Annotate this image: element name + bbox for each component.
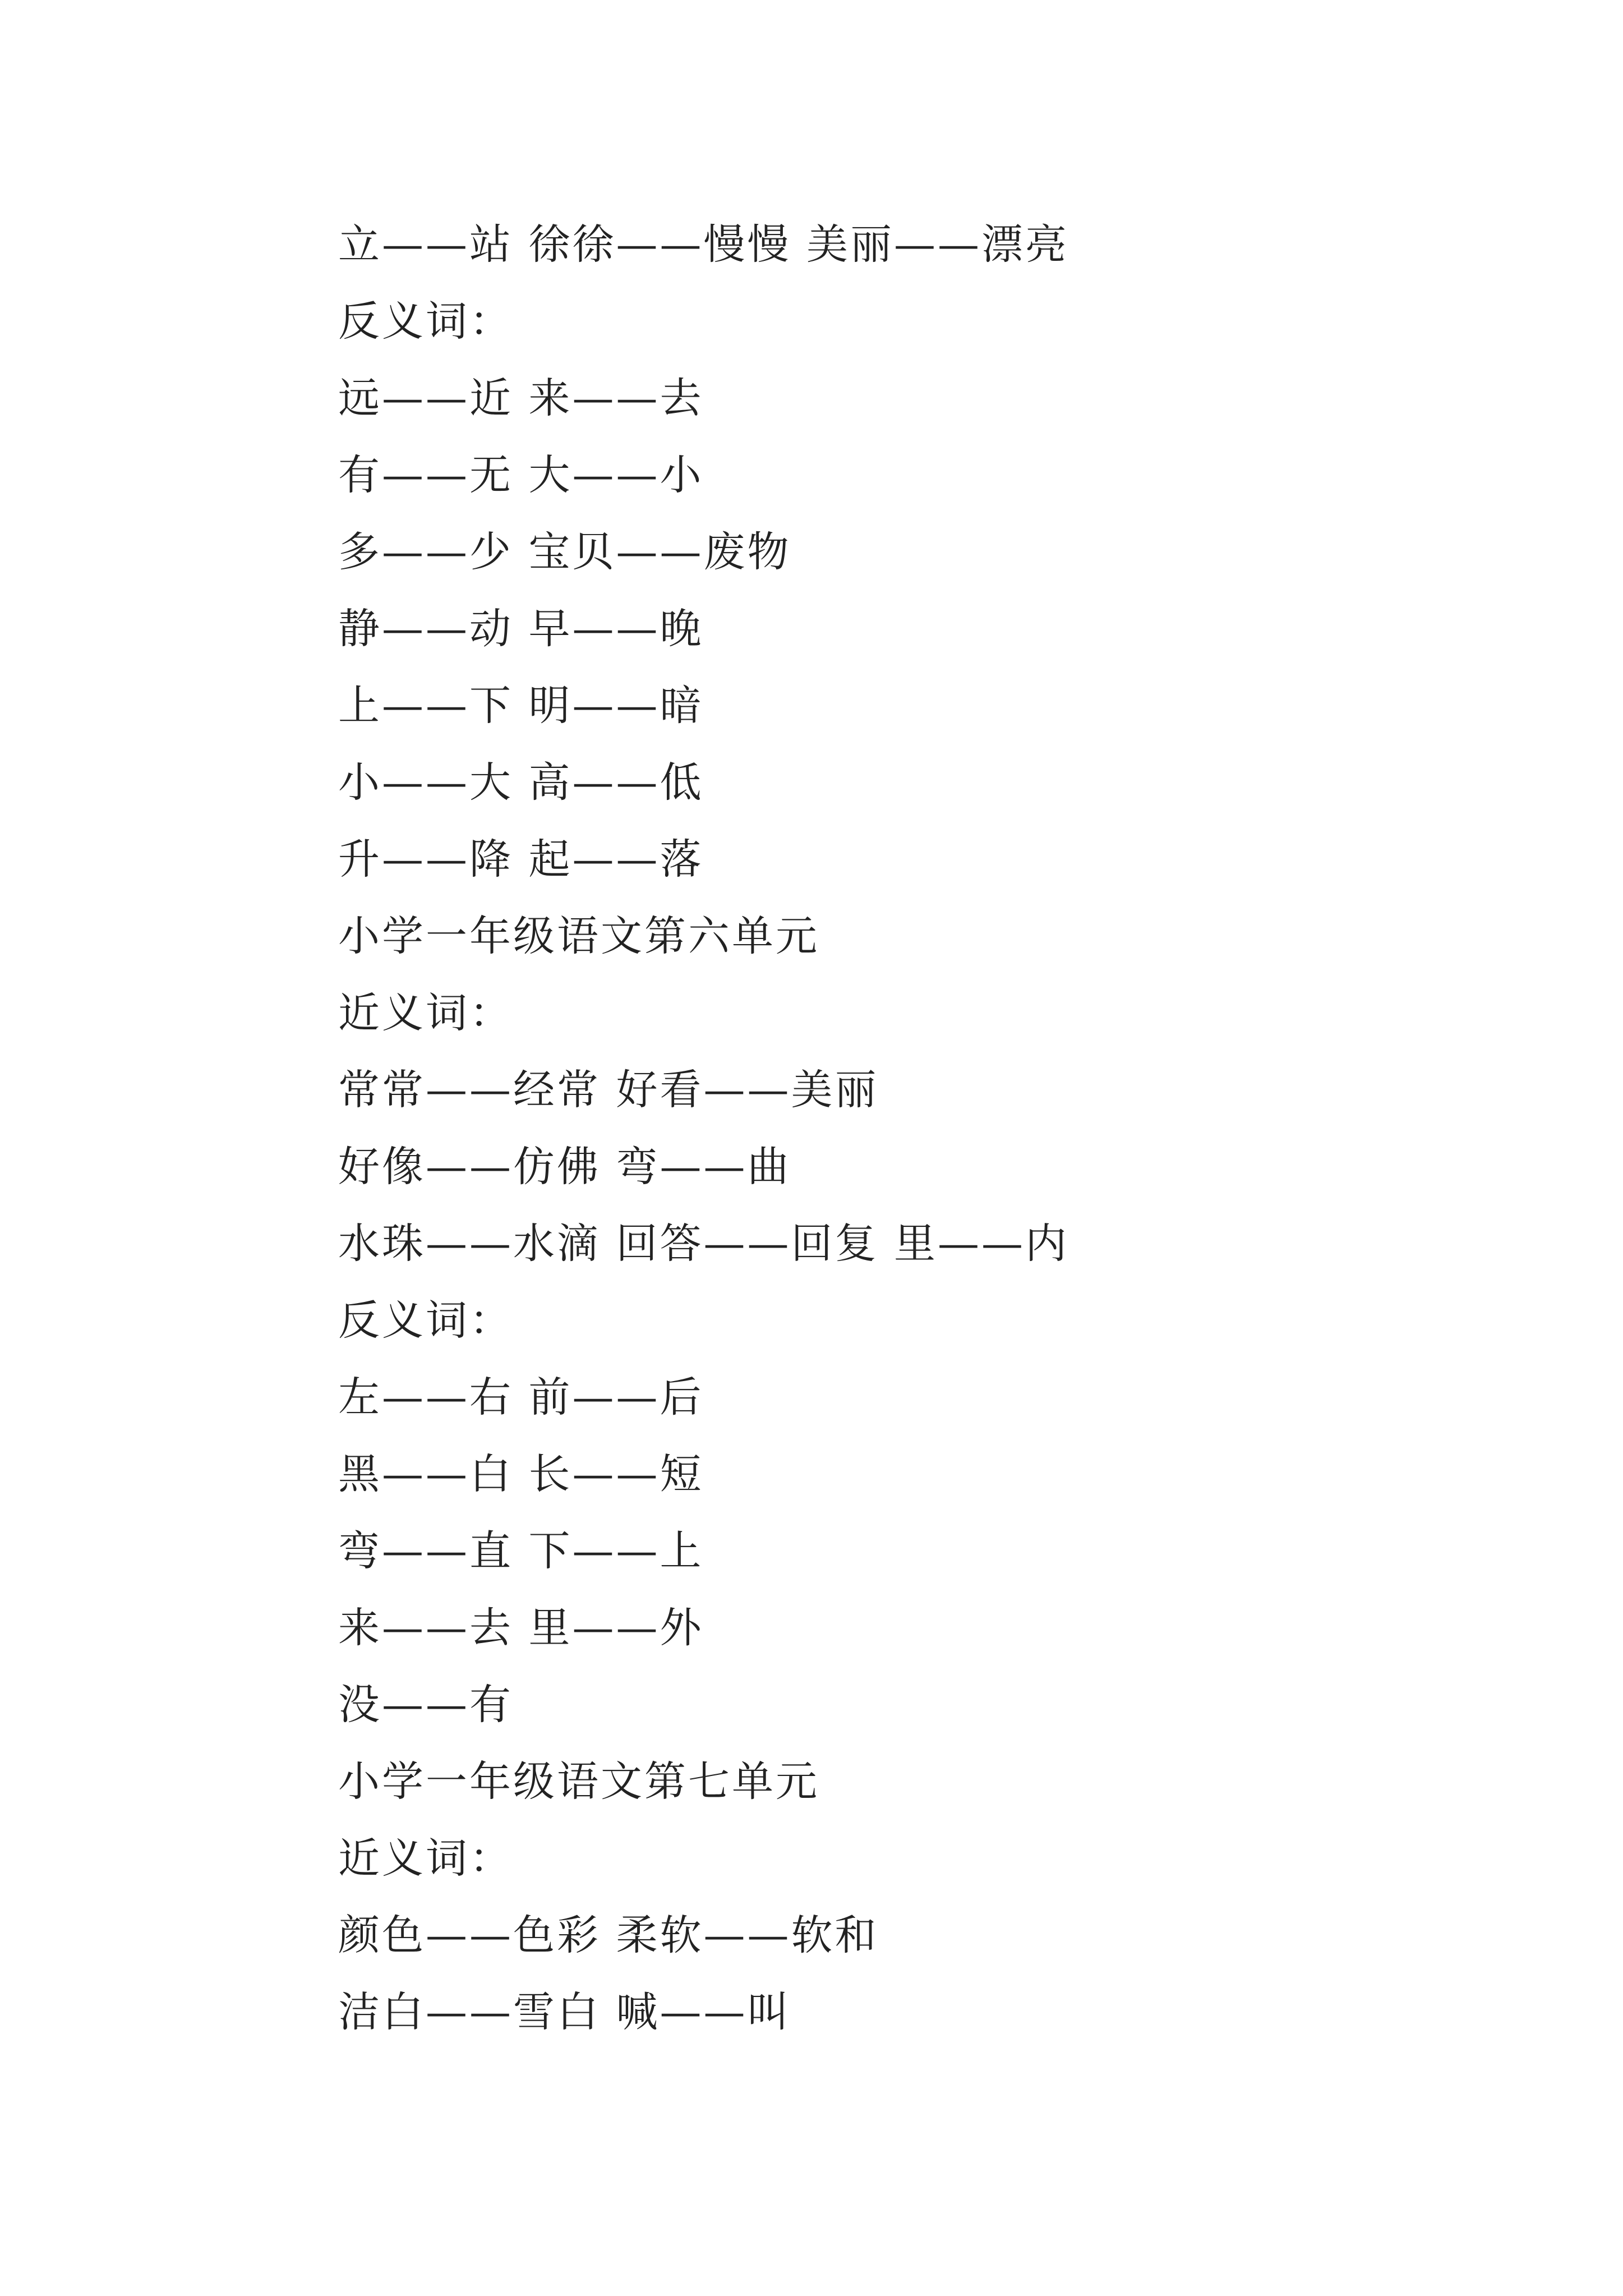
unit-title: 小学一年级语文第六单元	[338, 912, 819, 960]
text-line: 颜色——色彩 柔软——软和	[338, 1911, 879, 1959]
unit-title: 小学一年级语文第七单元	[338, 1757, 819, 1806]
text-line: 小——大 高——低	[338, 758, 704, 807]
text-line: 水珠——水滴 回答——回复 里——内	[338, 1220, 1069, 1268]
text-line: 好像——仿佛 弯——曲	[338, 1143, 791, 1191]
text-line: 常常——经常 好看——美丽	[338, 1066, 879, 1114]
text-line: 立——站 徐徐——慢慢 美丽——漂亮	[338, 220, 1069, 269]
text-line: 洁白——雪白 喊——叫	[338, 1988, 791, 2036]
text-line: 上——下 明——暗	[338, 682, 704, 730]
text-line: 左——右 前——后	[338, 1373, 704, 1421]
text-line: 没——有	[338, 1681, 513, 1729]
text-line: 黑——白 长——短	[338, 1450, 704, 1498]
text-line: 远——近 来——去	[338, 374, 704, 422]
section-heading: 近义词：	[338, 1834, 513, 1883]
section-heading: 近义词：	[338, 989, 513, 1037]
section-heading: 反义词：	[338, 1296, 513, 1345]
text-line: 多——少 宝贝——废物	[338, 528, 791, 576]
text-line: 静——动 早——晚	[338, 605, 704, 653]
text-line: 弯——直 下——上	[338, 1527, 704, 1575]
text-line: 升——降 起——落	[338, 835, 704, 884]
section-heading: 反义词：	[338, 297, 513, 346]
document-body	[338, 206, 1516, 2051]
text-line: 有——无 大——小	[338, 451, 704, 499]
text-line: 来——去 里——外	[338, 1604, 704, 1652]
